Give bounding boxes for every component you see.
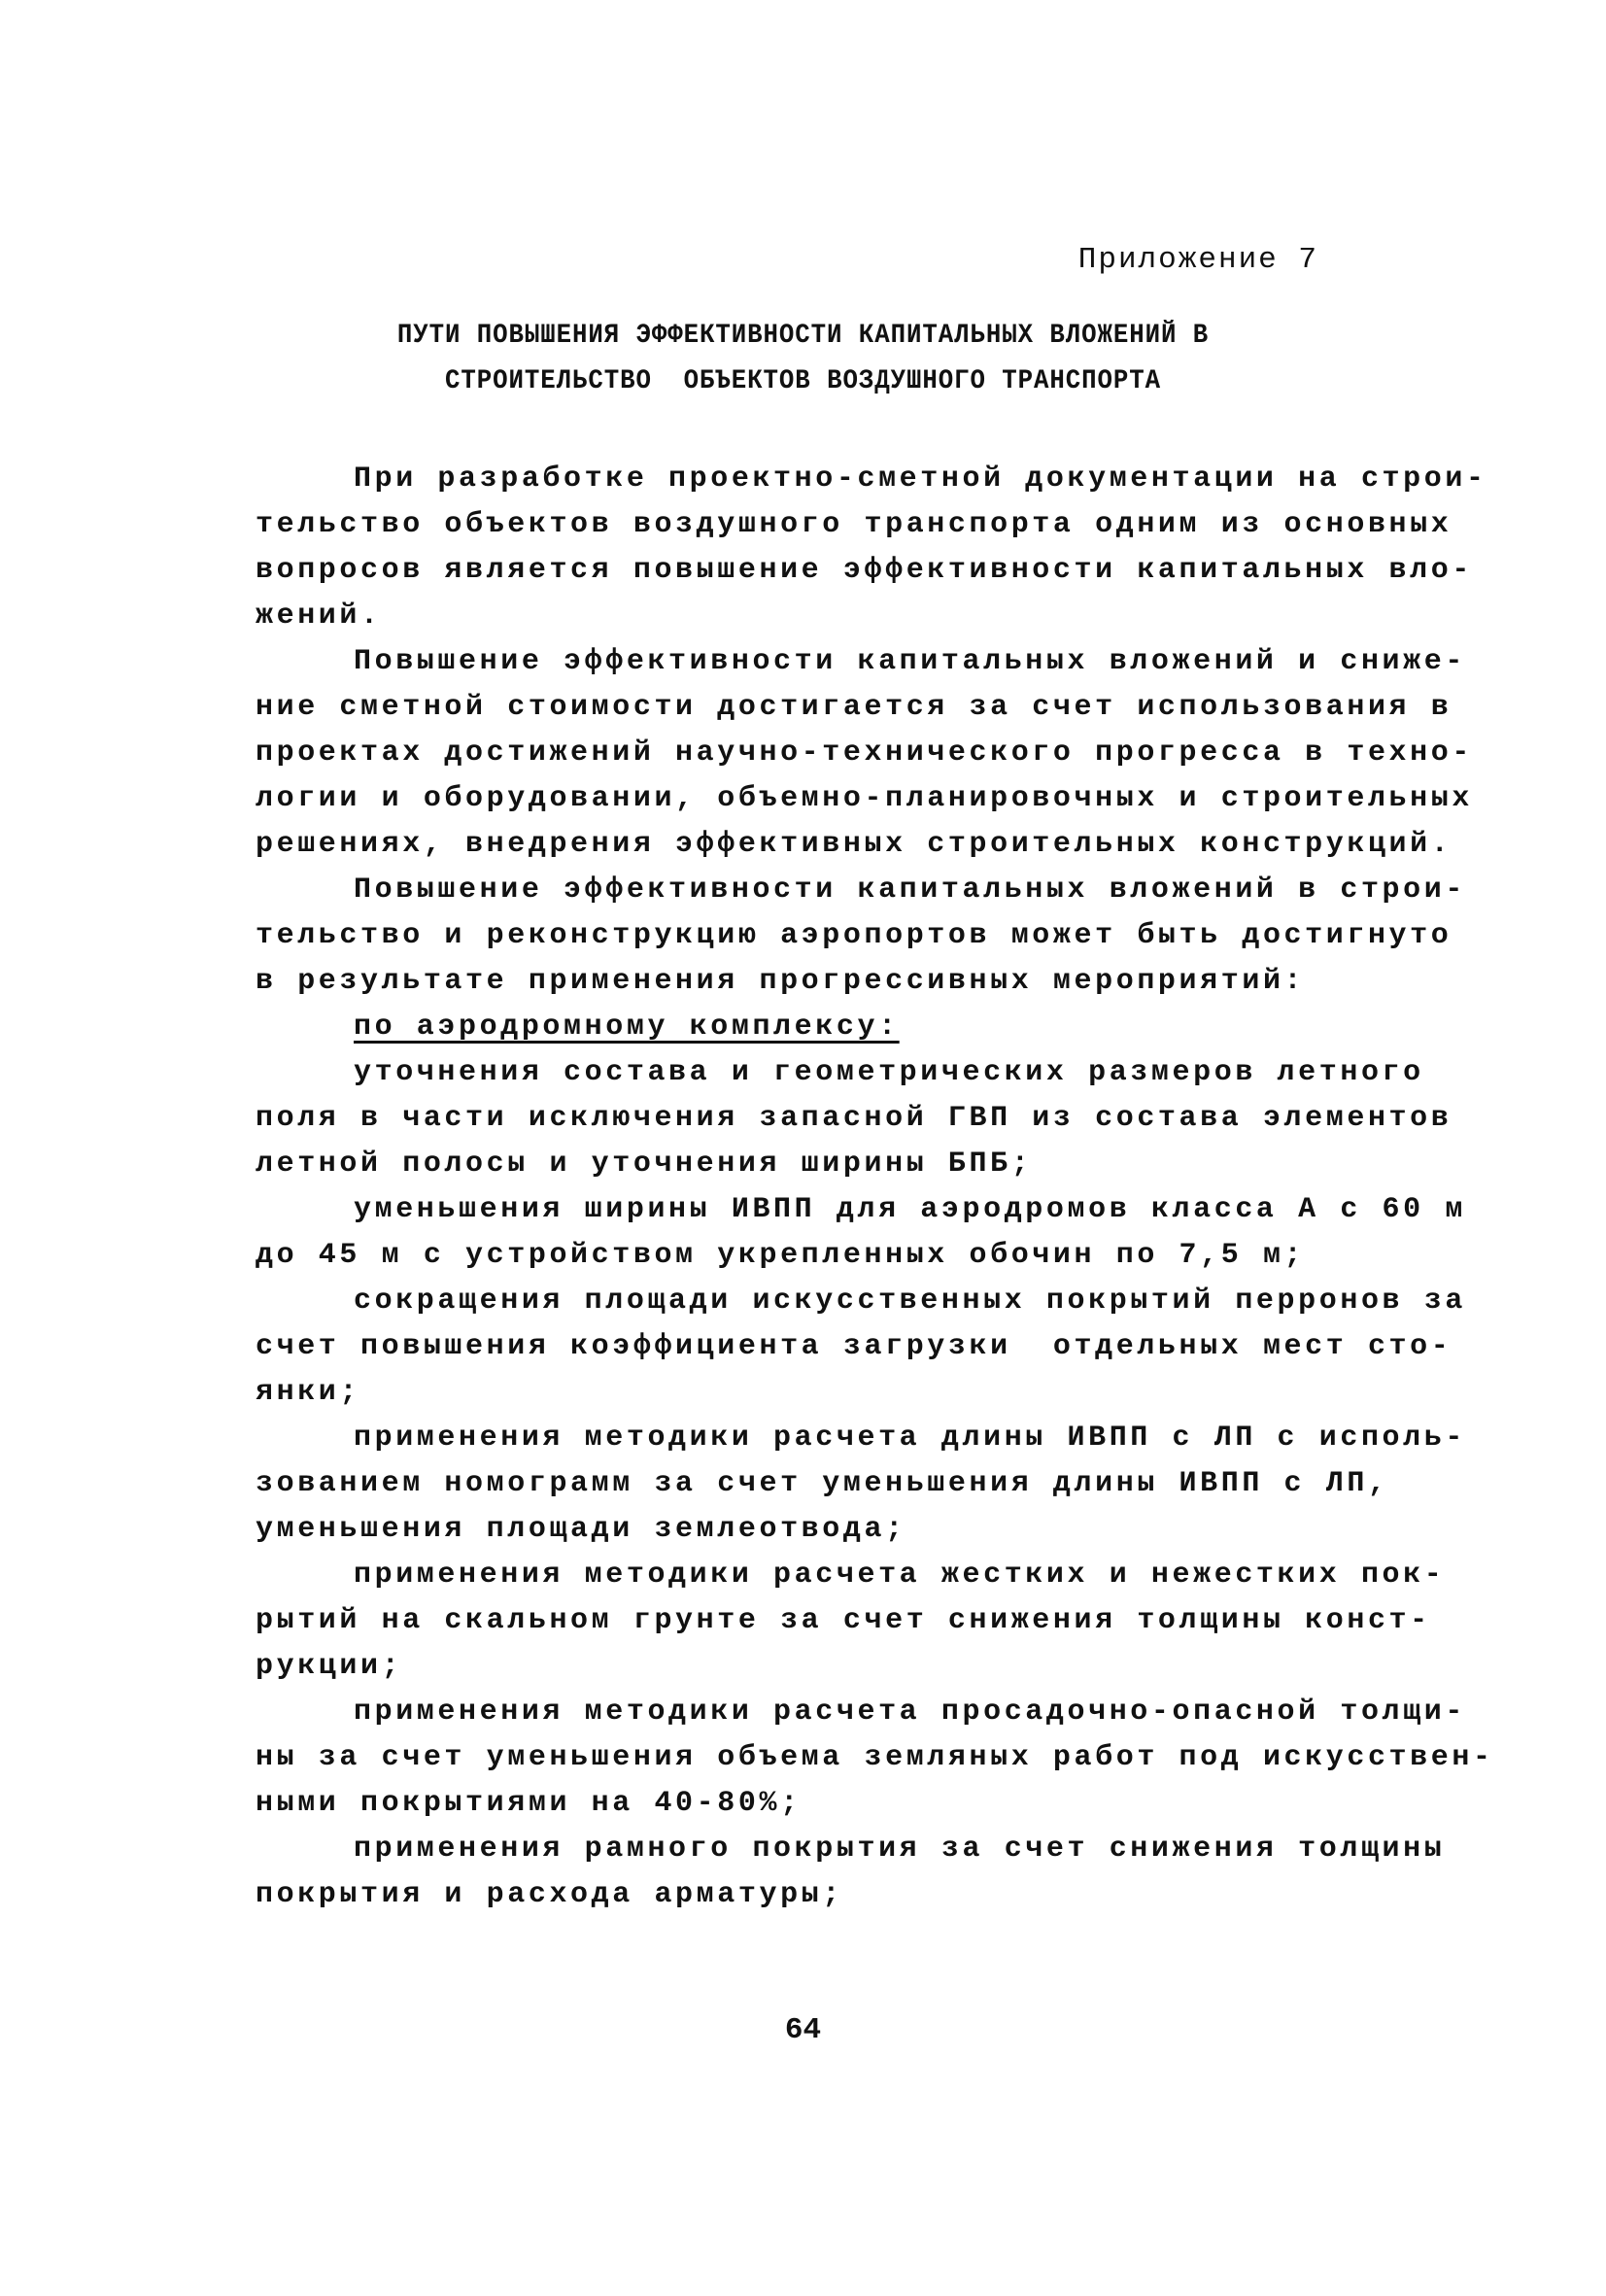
paragraph-line: летной полосы и уточнения ширины БПБ; [256, 1148, 1033, 1181]
paragraph-line: уточнения состава и геометрических размеров летного [354, 1056, 1424, 1089]
paragraph-line: применения методики расчета просадочно-опасной толщи- [354, 1696, 1466, 1729]
paragraph-line: счет повышения коэффициента загрузки отдельных мест сто- [256, 1330, 1452, 1363]
paragraph-line: ние сметной стоимости достигается за счет использования в [256, 691, 1452, 724]
page-number: 64 [784, 2013, 822, 2047]
paragraph-line: При разработке проектно-сметной документации на строи- [354, 463, 1487, 496]
paragraph-line: рукции; [256, 1650, 403, 1683]
paragraph-line: уменьшения ширины ИВПП для аэродромов класса А с 60 м [354, 1193, 1466, 1226]
paragraph-line: Повышение эффективности капитальных вложений в строи- [354, 874, 1466, 907]
appendix-label: Приложение 7 [1077, 243, 1318, 277]
section-subheading [256, 1005, 1402, 1050]
paragraph-line: покрытия и расхода арматуры; [256, 1878, 843, 1911]
paragraph-line: решениях, внедрения эффективных строительных конструкций. [256, 828, 1452, 861]
paragraph-line: Повышение эффективности капитальных вложений и сниже- [354, 645, 1466, 678]
paragraph-line: логии и оборудовании, объемно-планировочных и строительных [256, 782, 1473, 815]
document-title-line-1: ПУТИ ПОВЫШЕНИЯ ЭФФЕКТИВНОСТИ КАПИТАЛЬНЫХ ВЛОЖЕНИЙ В [396, 321, 1210, 351]
paragraph-line: уменьшения площади землеотвода; [256, 1513, 906, 1546]
paragraph-line: проектах достижений научно-технического прогресса в техно- [256, 737, 1473, 770]
paragraph-line: тельство объектов воздушного транспорта одним из основных [256, 508, 1452, 541]
paragraph-line: рытий на скальном грунте за счет снижения толщины конст- [256, 1604, 1431, 1637]
paragraph-line: янки; [256, 1376, 361, 1409]
paragraph-line: ны за счет уменьшения объема земляных работ под искусствен- [256, 1741, 1494, 1774]
paragraph-line: тельство и реконструкцию аэропортов может быть достигнуто [256, 919, 1452, 952]
paragraph-line: в результате применения прогрессивных мероприятий: [256, 965, 1306, 998]
paragraph-line: поля в части исключения запасной ГВП из состава элементов [256, 1102, 1452, 1135]
document-body [256, 457, 1494, 1918]
paragraph-line: до 45 м с устройством укрепленных обочин по 7,5 м; [256, 1239, 1306, 1272]
paragraph-line: применения методики расчета длины ИВПП с ЛП с исполь- [354, 1422, 1466, 1455]
paragraph-line: применения методики расчета жестких и нежестких пок- [354, 1559, 1446, 1592]
paragraph-line: вопросов является повышение эффективности капитальных вло- [256, 554, 1473, 587]
paragraph-line: ными покрытиями на 40-80%; [256, 1787, 802, 1820]
document-title-line-2: СТРОИТЕЛЬСТВО ОБЪЕКТОВ ВОЗДУШНОГО ТРАНСПОРТА [444, 366, 1162, 396]
paragraph-line: сокращения площади искусственных покрытий перронов за [354, 1285, 1466, 1318]
paragraph-line: применения рамного покрытия за счет снижения толщины [354, 1833, 1446, 1866]
paragraph-line: зованием номограмм за счет уменьшения длины ИВПП с ЛП, [256, 1467, 1389, 1500]
section-subheading-text: по аэродромному комплексу: [354, 1011, 900, 1044]
paragraph-line: жений. [256, 600, 382, 633]
